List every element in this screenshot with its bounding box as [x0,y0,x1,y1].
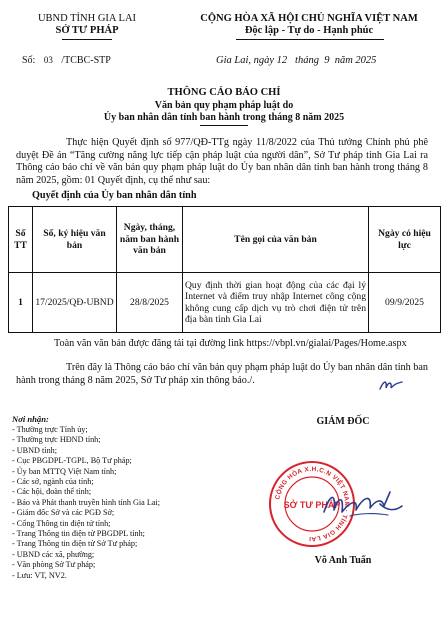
list-item: - Thường trực HĐND tỉnh; [12,435,101,445]
doc-number-value: 03 [43,55,53,65]
title-subline-2: Ủy ban nhân dân tỉnh ban hành trong tháng 8 năm 2025 [103,112,345,123]
header-issue-date: Ngày, tháng, năm ban hành văn bản [117,207,183,273]
signer-position: GIÁM ĐỐC [316,416,370,427]
list-item: - UBND tỉnh; [12,445,58,455]
initial-flourish-icon [378,378,404,392]
recipients-title: Nơi nhận: [12,414,49,424]
table-row [9,273,441,333]
title-subline-1: Văn bản quy phạm pháp luật do [154,100,294,111]
header-effective-date: Ngày có hiệu lực [369,207,441,273]
org-underline [62,39,112,40]
list-item: - Cục PBGDPL-TGPL, Bộ Tư pháp; [12,456,132,466]
header-doc-number: Số, ký hiệu văn bản [33,207,117,273]
national-title: CỘNG HÒA XÃ HỘI CHỦ NGHĨA VIỆT NAM [200,13,418,24]
motto-underline [236,39,384,40]
list-item: - Báo và Phát thanh truyền hình tỉnh Gia Lai; [12,497,161,507]
seal-ring-text: CỘNG HÒA X.H.C.N VIỆT NAM · TỈNH GIA LAI [274,465,351,543]
issue-date: Gia Lai, ngày 12 tháng 9 năm 2025 [216,55,377,66]
section-title: Quyết định của Ủy ban nhân dân tỉnh [32,190,197,201]
signer-name: Võ Anh Tuấn [314,555,372,566]
list-item: - Ủy ban MTTQ Việt Nam tỉnh; [12,466,117,476]
cell-effective-date: 09/9/2025 [369,273,441,333]
doc-number-prefix: Số: [22,55,36,66]
header-doc-name: Tên gọi của văn bản [183,207,369,273]
list-item: - Các hội, đoàn thể tỉnh; [12,487,92,497]
cell-stt: 1 [9,273,33,333]
title-underline [200,125,248,126]
list-item: - Lưu: VT, NV2. [12,570,67,580]
org-name-department: SỞ TƯ PHÁP [55,25,119,36]
cell-issue-date: 28/8/2025 [117,273,183,333]
cell-doc-number: 17/2025/QĐ-UBND [33,273,117,333]
recipients-list [12,425,242,581]
list-item: - Văn phòng Sở Tư pháp; [12,560,96,570]
list-item: - Cổng Thông tin điện tử tỉnh; [12,518,111,528]
page-title: THÔNG CÁO BÁO CHÍ [167,87,281,98]
table-header-row [9,207,441,273]
document-number [22,55,111,66]
seal-center-text: SỞ TƯ PHÁP [283,500,341,510]
closing-paragraph: Trên đây là Thông cáo báo chí văn bản quy phạm pháp luật do Ủy ban nhân dân tỉnh ban hành trong tháng 8 năm 2025, Sở Tư pháp xin thông báo./. [16,362,428,386]
intro-paragraph: Thực hiện Quyết định số 977/QĐ-TTg ngày 11/8/2022 của Thủ tướng Chính phủ phê duyệt Đề án “Tăng cường năng lực tiếp cận pháp luật của người dân”, Sở Tư pháp tỉnh Gia Lai ra Thông cáo báo chí về văn bản quy phạm pháp luật do Ủy ban nhân dân tỉnh ban hành trong tháng 8 năm 2025, gồm: 01 Quyết định, cụ thể như sau: [16,137,428,186]
list-item: - Trang Thông tin điện tử PBGDPL tỉnh; [12,529,145,539]
doc-number-suffix: /TCBC-STP [61,55,111,66]
list-item: - Các sở, ngành của tỉnh; [12,477,94,487]
list-item: - Trang Thông tin điện tử Sở Tư pháp; [12,539,138,549]
list-item: - Thường trực Tỉnh ủy; [12,425,88,434]
handwritten-signature-icon [320,486,406,522]
national-motto: Độc lập - Tự do - Hạnh phúc [244,25,374,36]
posted-link-paragraph: Toàn văn văn bản được đăng tải tại đường link https://vbpl.vn/gialai/Pages/Home.aspx [54,338,407,349]
org-name-province: UBND TỈNH GIA LAI [37,13,137,24]
list-item: - Giám đốc Sở và các PGĐ Sở; [12,508,115,518]
decisions-table [8,206,441,333]
cell-doc-name: Quy định thời gian hoạt động của các đại lý Internet và điểm truy nhập Internet công cộng không cung cấp dịch vụ trò chơi điện tử trên địa bàn tỉnh Gia Lai [183,273,369,333]
list-item: - UBND các xã, phường; [12,549,95,559]
header-stt: Số TT [9,207,33,273]
